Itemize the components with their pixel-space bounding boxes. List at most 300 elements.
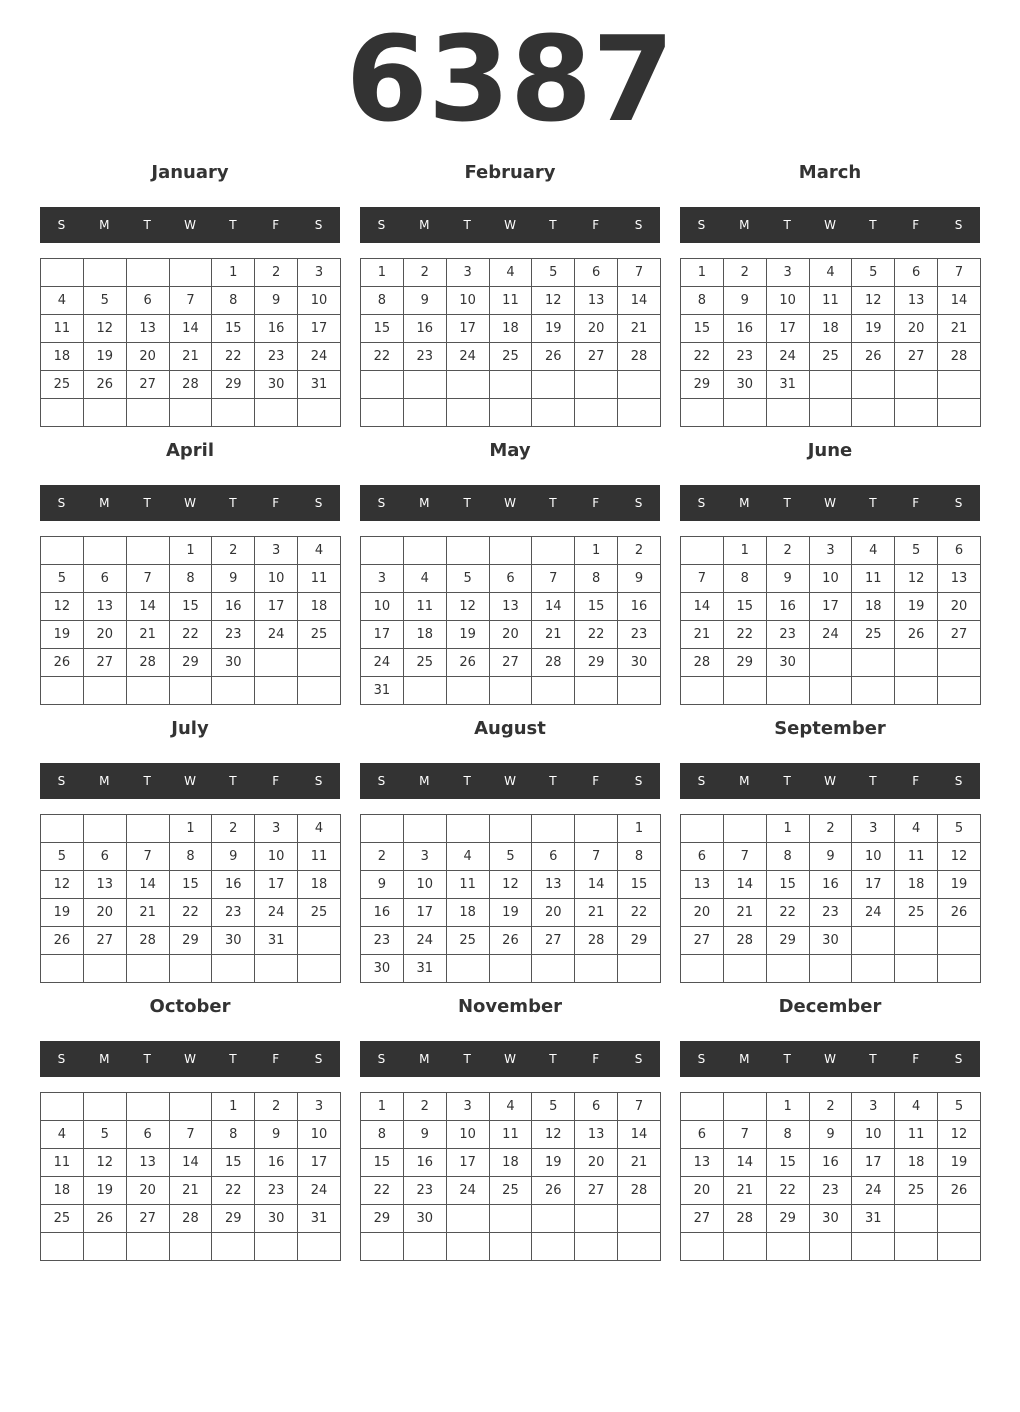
day-cell (938, 927, 981, 955)
day-cell: 14 (532, 593, 575, 621)
week-row (681, 315, 981, 343)
week-row (41, 537, 341, 565)
day-cell: 21 (938, 315, 981, 343)
day-cell (41, 537, 84, 565)
day-grid (40, 1092, 341, 1261)
day-cell: 21 (618, 315, 661, 343)
day-cell: 15 (723, 593, 766, 621)
day-cell: 3 (298, 1093, 341, 1121)
day-cell (83, 537, 126, 565)
day-cell (681, 1233, 724, 1261)
day-cell (169, 259, 212, 287)
week-row (41, 287, 341, 315)
weekday-label: W (824, 774, 836, 788)
day-cell: 6 (895, 259, 938, 287)
day-cell: 9 (212, 843, 255, 871)
day-cell (489, 815, 532, 843)
weekday-label: W (184, 496, 196, 510)
day-cell (852, 1233, 895, 1261)
day-cell: 10 (852, 843, 895, 871)
day-cell (169, 1093, 212, 1121)
day-cell: 9 (723, 287, 766, 315)
week-row (361, 871, 661, 899)
day-cell: 11 (489, 1121, 532, 1149)
day-cell: 5 (41, 843, 84, 871)
day-cell (575, 371, 618, 399)
week-row (681, 565, 981, 593)
day-cell (681, 537, 724, 565)
day-cell: 22 (169, 899, 212, 927)
day-cell: 18 (489, 1149, 532, 1177)
day-cell: 27 (126, 1205, 169, 1233)
day-grid (40, 258, 341, 427)
day-cell (361, 815, 404, 843)
day-cell: 14 (126, 871, 169, 899)
day-cell: 7 (126, 565, 169, 593)
day-cell: 20 (575, 1149, 618, 1177)
day-cell (895, 927, 938, 955)
day-cell: 6 (126, 287, 169, 315)
day-cell: 8 (766, 843, 809, 871)
day-cell: 12 (83, 1149, 126, 1177)
day-cell: 7 (938, 259, 981, 287)
day-cell: 17 (852, 871, 895, 899)
day-cell (403, 399, 446, 427)
day-cell: 27 (575, 1177, 618, 1205)
day-cell: 7 (169, 1121, 212, 1149)
day-cell: 24 (361, 649, 404, 677)
day-cell: 6 (681, 1121, 724, 1149)
day-cell: 5 (532, 1093, 575, 1121)
week-row (681, 371, 981, 399)
weekday-label: F (912, 496, 920, 510)
day-cell: 27 (681, 1205, 724, 1233)
weekday-label: F (912, 218, 920, 232)
day-cell: 12 (852, 287, 895, 315)
day-cell (723, 1093, 766, 1121)
day-cell: 19 (938, 871, 981, 899)
day-cell (618, 399, 661, 427)
day-cell: 17 (766, 315, 809, 343)
day-cell (255, 649, 298, 677)
day-cell: 8 (212, 287, 255, 315)
weekday-label: S (634, 774, 643, 788)
week-row (41, 871, 341, 899)
week-row (681, 649, 981, 677)
day-cell: 11 (809, 287, 852, 315)
day-cell: 12 (446, 593, 489, 621)
day-cell (723, 815, 766, 843)
week-row (41, 843, 341, 871)
day-cell (532, 955, 575, 983)
day-cell: 3 (852, 1093, 895, 1121)
day-cell: 12 (895, 565, 938, 593)
day-cell: 25 (489, 343, 532, 371)
day-cell: 5 (83, 1121, 126, 1149)
day-grid (680, 536, 981, 705)
week-row (41, 1093, 341, 1121)
day-cell: 10 (809, 565, 852, 593)
day-cell: 24 (766, 343, 809, 371)
day-cell: 2 (618, 537, 661, 565)
day-cell: 30 (255, 371, 298, 399)
day-cell (852, 649, 895, 677)
day-cell (255, 677, 298, 705)
day-cell: 12 (532, 1121, 575, 1149)
weekday-label: T (869, 774, 877, 788)
week-row (41, 1177, 341, 1205)
week-row (361, 343, 661, 371)
week-row (361, 399, 661, 427)
weekday-label: S (697, 774, 706, 788)
day-cell (895, 1233, 938, 1261)
weekday-label: F (592, 1052, 600, 1066)
month-name: July (171, 718, 209, 739)
week-row (41, 1205, 341, 1233)
day-cell: 16 (809, 871, 852, 899)
day-cell: 3 (809, 537, 852, 565)
day-cell: 9 (618, 565, 661, 593)
day-cell (532, 677, 575, 705)
day-cell: 25 (489, 1177, 532, 1205)
day-cell: 5 (895, 537, 938, 565)
day-cell: 22 (212, 343, 255, 371)
day-cell (403, 1233, 446, 1261)
day-cell: 4 (298, 815, 341, 843)
day-cell (169, 1233, 212, 1261)
day-cell: 31 (298, 1205, 341, 1233)
week-row (41, 677, 341, 705)
day-cell (575, 399, 618, 427)
day-cell: 26 (532, 1177, 575, 1205)
weekday-label: M (99, 218, 110, 232)
day-cell (575, 1233, 618, 1261)
day-cell: 16 (809, 1149, 852, 1177)
day-cell: 8 (212, 1121, 255, 1149)
day-cell: 23 (403, 343, 446, 371)
day-cell: 22 (766, 899, 809, 927)
weekday-label: F (272, 496, 280, 510)
day-cell: 30 (723, 371, 766, 399)
day-cell (83, 1093, 126, 1121)
day-cell: 1 (169, 537, 212, 565)
day-cell: 17 (446, 1149, 489, 1177)
day-cell (895, 399, 938, 427)
day-cell (212, 399, 255, 427)
day-cell: 30 (255, 1205, 298, 1233)
day-cell: 30 (809, 1205, 852, 1233)
day-cell: 27 (126, 371, 169, 399)
day-cell: 15 (212, 1149, 255, 1177)
day-cell: 22 (723, 621, 766, 649)
week-row (681, 677, 981, 705)
day-cell (575, 955, 618, 983)
day-cell (126, 677, 169, 705)
month-name: November (457, 996, 563, 1017)
week-row (41, 899, 341, 927)
day-cell (298, 1233, 341, 1261)
day-cell: 16 (403, 315, 446, 343)
week-row (41, 399, 341, 427)
day-cell: 16 (618, 593, 661, 621)
week-row (681, 399, 981, 427)
day-cell (618, 955, 661, 983)
week-row (681, 1093, 981, 1121)
day-cell: 1 (681, 259, 724, 287)
day-cell (403, 815, 446, 843)
day-cell: 13 (83, 871, 126, 899)
day-cell (618, 371, 661, 399)
day-cell: 15 (361, 1149, 404, 1177)
weekday-header (360, 1041, 660, 1077)
day-cell (809, 399, 852, 427)
day-cell: 15 (169, 871, 212, 899)
weekday-label: S (314, 496, 323, 510)
day-cell: 31 (298, 371, 341, 399)
day-cell: 31 (852, 1205, 895, 1233)
month-name: June (807, 440, 853, 461)
weekday-label: T (783, 218, 791, 232)
day-cell: 28 (532, 649, 575, 677)
day-cell: 22 (766, 1177, 809, 1205)
day-cell (361, 371, 404, 399)
day-cell: 8 (169, 843, 212, 871)
day-cell: 14 (938, 287, 981, 315)
month-name: December (778, 996, 882, 1017)
day-cell: 2 (403, 1093, 446, 1121)
day-cell (126, 1093, 169, 1121)
day-cell (895, 1205, 938, 1233)
day-cell: 28 (681, 649, 724, 677)
day-cell: 29 (766, 1205, 809, 1233)
day-cell (532, 815, 575, 843)
week-row (681, 843, 981, 871)
week-row (681, 1205, 981, 1233)
day-cell: 8 (766, 1121, 809, 1149)
day-cell (489, 1233, 532, 1261)
day-cell (255, 399, 298, 427)
day-cell: 23 (255, 343, 298, 371)
day-cell: 10 (403, 871, 446, 899)
day-cell: 14 (169, 1149, 212, 1177)
day-cell: 8 (723, 565, 766, 593)
day-cell (212, 677, 255, 705)
day-cell: 1 (212, 1093, 255, 1121)
day-cell: 1 (212, 259, 255, 287)
weekday-label: S (697, 218, 706, 232)
day-cell: 11 (895, 1121, 938, 1149)
week-row (361, 371, 661, 399)
day-cell: 29 (575, 649, 618, 677)
day-cell: 23 (212, 621, 255, 649)
week-row (361, 315, 661, 343)
weekday-label: S (377, 218, 386, 232)
day-cell: 15 (212, 315, 255, 343)
day-cell: 23 (212, 899, 255, 927)
day-cell: 22 (361, 1177, 404, 1205)
day-cell: 21 (618, 1149, 661, 1177)
day-cell: 21 (723, 899, 766, 927)
week-row (681, 1149, 981, 1177)
day-cell (446, 371, 489, 399)
day-cell: 15 (766, 1149, 809, 1177)
day-cell: 16 (723, 315, 766, 343)
day-cell: 29 (212, 371, 255, 399)
weekday-label: W (184, 774, 196, 788)
weekday-label: T (143, 218, 151, 232)
weekday-label: M (419, 218, 430, 232)
day-cell: 12 (938, 1121, 981, 1149)
day-cell (723, 677, 766, 705)
day-cell: 27 (895, 343, 938, 371)
day-cell (126, 399, 169, 427)
day-cell: 18 (489, 315, 532, 343)
day-cell: 24 (255, 899, 298, 927)
day-cell: 1 (361, 1093, 404, 1121)
day-cell (766, 399, 809, 427)
weekday-label: T (143, 1052, 151, 1066)
weekday-label: S (57, 1052, 66, 1066)
day-cell: 10 (361, 593, 404, 621)
day-cell: 14 (681, 593, 724, 621)
day-cell: 3 (766, 259, 809, 287)
day-cell: 23 (403, 1177, 446, 1205)
week-row (361, 259, 661, 287)
weekday-header (360, 763, 660, 799)
weekday-label: W (184, 1052, 196, 1066)
day-cell: 18 (446, 899, 489, 927)
day-cell (852, 927, 895, 955)
weekday-label: M (99, 496, 110, 510)
day-cell: 28 (169, 371, 212, 399)
weekday-label: F (272, 774, 280, 788)
day-cell: 4 (489, 259, 532, 287)
day-cell: 9 (212, 565, 255, 593)
day-cell: 14 (618, 1121, 661, 1149)
day-cell: 19 (83, 343, 126, 371)
week-row (681, 537, 981, 565)
day-cell: 29 (169, 649, 212, 677)
day-cell: 10 (298, 287, 341, 315)
week-row (681, 259, 981, 287)
month-name: May (489, 440, 531, 461)
day-cell: 16 (361, 899, 404, 927)
day-cell: 20 (575, 315, 618, 343)
day-cell (41, 259, 84, 287)
day-cell: 22 (575, 621, 618, 649)
weekday-header (680, 207, 980, 243)
day-cell (723, 399, 766, 427)
weekday-label: T (549, 218, 557, 232)
day-cell: 20 (681, 899, 724, 927)
day-cell (575, 677, 618, 705)
day-cell (489, 399, 532, 427)
day-cell: 14 (618, 287, 661, 315)
weekday-header (40, 763, 340, 799)
day-cell (489, 537, 532, 565)
week-row (41, 315, 341, 343)
weekday-label: T (229, 774, 237, 788)
month-name: March (798, 162, 862, 183)
day-cell: 17 (361, 621, 404, 649)
day-cell (723, 1233, 766, 1261)
day-cell: 14 (723, 871, 766, 899)
day-cell (83, 1233, 126, 1261)
day-cell: 19 (446, 621, 489, 649)
day-cell: 16 (403, 1149, 446, 1177)
day-cell (169, 955, 212, 983)
weekday-label: S (377, 496, 386, 510)
week-row (41, 1121, 341, 1149)
week-row (361, 537, 661, 565)
day-cell (618, 1233, 661, 1261)
day-cell: 27 (83, 649, 126, 677)
day-cell (809, 1233, 852, 1261)
week-row (361, 621, 661, 649)
day-cell: 27 (489, 649, 532, 677)
day-cell: 6 (489, 565, 532, 593)
day-cell: 10 (852, 1121, 895, 1149)
week-row (361, 1205, 661, 1233)
day-cell (681, 815, 724, 843)
month-name: February (464, 162, 556, 183)
day-cell: 3 (298, 259, 341, 287)
day-cell: 13 (489, 593, 532, 621)
day-cell (809, 955, 852, 983)
day-cell: 5 (446, 565, 489, 593)
day-cell: 4 (403, 565, 446, 593)
weekday-header (360, 207, 660, 243)
day-cell: 6 (681, 843, 724, 871)
day-cell: 30 (766, 649, 809, 677)
week-row (361, 899, 661, 927)
day-cell: 4 (41, 1121, 84, 1149)
day-cell: 11 (489, 287, 532, 315)
day-grid (680, 258, 981, 427)
weekday-label: M (419, 496, 430, 510)
day-cell: 4 (809, 259, 852, 287)
day-cell: 28 (618, 343, 661, 371)
day-cell (852, 399, 895, 427)
day-cell (681, 399, 724, 427)
day-cell: 21 (575, 899, 618, 927)
weekday-header (40, 485, 340, 521)
day-cell: 24 (403, 927, 446, 955)
day-cell: 2 (212, 537, 255, 565)
day-cell: 19 (852, 315, 895, 343)
day-cell: 18 (41, 343, 84, 371)
day-cell (41, 815, 84, 843)
day-cell: 26 (446, 649, 489, 677)
day-cell: 13 (532, 871, 575, 899)
day-cell: 10 (255, 843, 298, 871)
day-cell: 28 (723, 1205, 766, 1233)
weekday-label: T (869, 218, 877, 232)
day-cell: 20 (895, 315, 938, 343)
day-cell: 22 (169, 621, 212, 649)
day-cell (681, 1093, 724, 1121)
day-cell: 16 (255, 1149, 298, 1177)
day-cell: 26 (41, 649, 84, 677)
day-cell: 2 (212, 815, 255, 843)
day-cell (809, 649, 852, 677)
day-cell: 27 (575, 343, 618, 371)
day-cell: 8 (618, 843, 661, 871)
weekday-label: S (954, 1052, 963, 1066)
day-cell (532, 371, 575, 399)
weekday-label: F (912, 774, 920, 788)
day-cell (809, 371, 852, 399)
